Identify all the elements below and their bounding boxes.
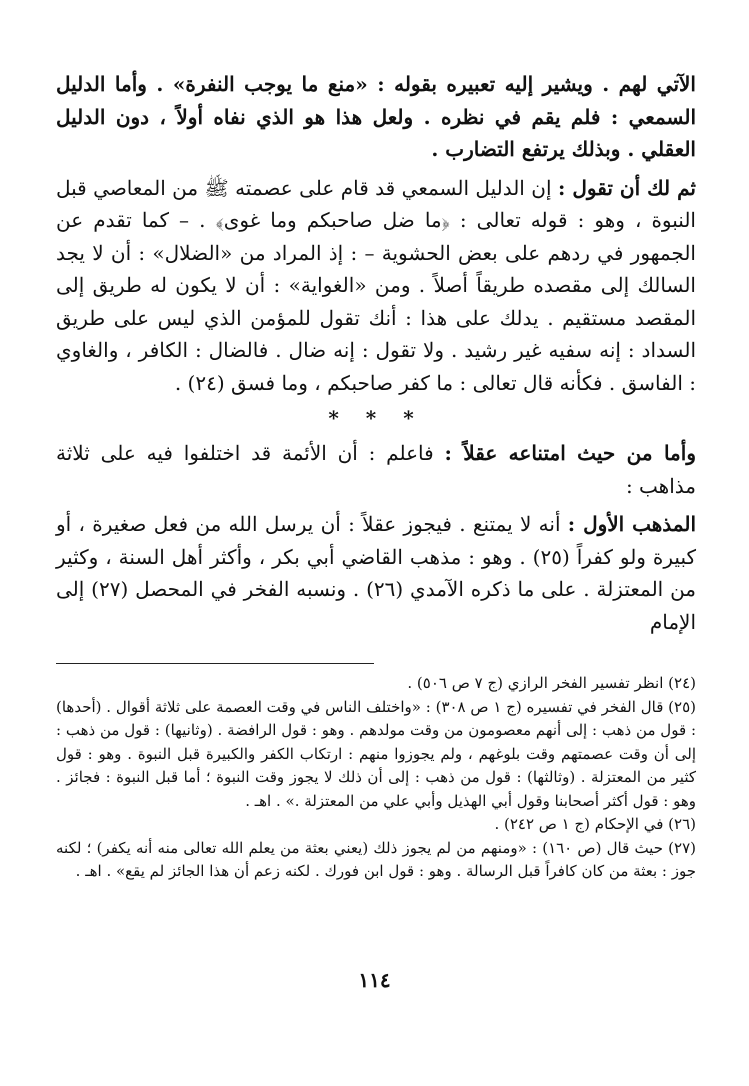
footnote-25: (٢٥) قال الفخر في تفسيره (ج ١ ص ٣٠٨) : «واختلف الناس في وقت العصمة على ثلاثة أقوال . (أحدها) : قول من ذهب : إلى أنهم معصومون من وقت مولدهم . وهو : قول الرافضة . (وثانيها) : قول من ذهب : إلى أن وقت عصمتهم وقت بلوغهم ، ولم يجوزوا منهم : ارتكاب الكفر والكبيرة قبل النبوة . وهو : قول كثير من المعتزلة . (وثالثها) : قول من ذهب : إلى أن ذلك لا يجوز وقت النبوة ؛ أما قبل النبوة : فجائز . وهو : قول أكثر أصحابنا وقول أبي الهذيل وأبي علي من المعتزلة .» . اهـ . <box>56 697 697 810</box>
paragraph-4 <box>56 508 696 638</box>
footnote-26: (٢٦) في الإحكام (ج ١ ص ٢٤٢) . <box>494 815 696 833</box>
footnote-24: (٢٤) انظر تفسير الفخر الرازي (ج ٧ ص ٥٠٦) . <box>407 674 696 692</box>
paragraph-2-lead: ثم لك أن تقول : <box>557 175 697 200</box>
paragraph-4-lead: المذهب الأول : <box>567 512 697 536</box>
footnote-separator <box>56 663 374 664</box>
paragraph-2 <box>56 172 696 400</box>
page-number: ١١٤ <box>358 968 391 992</box>
paragraph-3-body: فاعلم : أن الأئمة قد اختلفوا فيه على ثلاثة مذاهب : <box>56 441 696 498</box>
paragraph-3 <box>56 437 696 502</box>
section-divider: * * * <box>328 406 424 430</box>
paragraph-2-body: إن الدليل السمعي قد قام على عصمته ﷺ من المعاصي قبل النبوة ، وهو : قوله تعالى : ﴿ما ضل صاحبكم وما غوى﴾ . – كما تقدم عن الجمهور في ردهم على بعض الحشوية – : إذ المراد من «الضلال» : أن لا يجد السالك إلى مقصده طريقاً أصلاً . ومن «الغواية» : أن لا يكون له طريق إلى المقصد مستقيم . يدلك على هذا : أنك تقول للمؤمن الذي ليس على طريق السداد : إنه سفيه غير رشيد . ولا تقول : إنه ضال . فالضال : الكافر ، والغاوي : الفاسق . فكأنه قال تعالى : ما كفر صاحبكم ، وما فسق (٢٤) . <box>56 175 696 395</box>
paragraph-1: الآتي لهم . ويشير إليه تعبيره بقوله : «منع ما يوجب النفرة» . وأما الدليل السمعي : فلم يقم في نظره . ولعل هذا هو الذي نفاه أولاً ، دون الدليل العقلي . وبذلك يرتفع التضارب . <box>56 72 696 161</box>
page-body <box>56 68 696 638</box>
paragraph-4-body: أنه لا يمتنع . فيجوز عقلاً : أن يرسل الله من فعل صغيرة ، أو كبيرة ولو كفراً (٢٥) . وهو : مذهب القاضي أبي بكر ، وأكثر أهل السنة ، وكثير من المعتزلة . على ما ذكره الآمدي (٢٦) . ونسبه الفخر في المحصل (٢٧) إلى الإمام <box>56 512 697 634</box>
footnotes <box>56 672 696 884</box>
paragraph-3-lead: وأما من حيث امتناعه عقلاً : <box>444 441 696 465</box>
footnote-27: (٢٧) حيث قال (ص ١٦٠) : «ومنهم من لم يجوز ذلك (يعني بعثة من يعلم الله تعالى منه أنه يكفر) ؛ لكنه جوز : بعثة من كان كافراً قبل الرسالة . وهو : قول ابن فورك . لكنه زعم أن هذا الجائز لم يقع» . اهـ . <box>56 838 696 880</box>
main-text <box>56 68 696 638</box>
